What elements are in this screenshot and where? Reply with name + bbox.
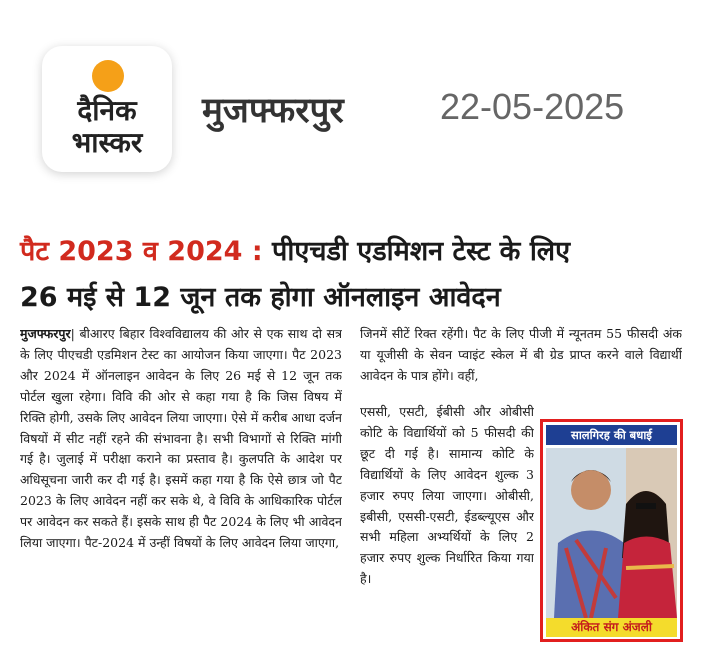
ad-names: अंकित संग अंजली: [546, 618, 677, 637]
logo-text-line1: दैनिक: [77, 94, 137, 127]
edition-date: 22-05-2025: [440, 86, 625, 127]
article-column-2-top: जिनमें सीटें रिक्त रहेंगी। पैट के लिए पीजी में न्यूनतम 55 फीसदी अंक या यूजीसी के सेवन प्वाइंट स्केल में बी ग्रेड प्राप्त करने वाले विद्यार्थी आवेदन के पात्र होंगे। वहीं,: [360, 326, 682, 383]
headline-line2: 26 मई से 12 जून तक होगा ऑनलाइन आवेदन: [20, 282, 501, 313]
anniversary-ad-box: [540, 419, 683, 642]
logo-text-line2: भास्कर: [71, 126, 143, 159]
ad-title: सालगिरह की बधाई: [546, 425, 677, 445]
headline-highlight: पैट 2023 व 2024 :: [20, 236, 263, 267]
edition-city: मुजफ्फरपुर: [202, 91, 344, 131]
headline-rest: पीएचडी एडमिशन टेस्ट के लिए: [262, 236, 571, 267]
article-column-1: मुजफ्फरपुर| बीआरए बिहार विश्वविद्यालय की ओर से एक साथ दो सत्र के लिए पीएचडी एडमिशन टेस्ट का आयोजन किया जाएगा। पैट 2023 और 2024 में ऑनलाइन आवेदन के लिए 26 मई से 12 जून तक पोर्टल खुला रहेगा। विवि की ओर से कहा गया है कि जिस विषय में रिक्ति होगी, उसके लिए आवेदन लिया जाएगा। ऐसे में करीब आधा दर्जन विषयों में सीट नहीं रहने की संभावना है। सभी विभागों से रिक्ति मांगी गई है। जुलाई में परीक्षा कराने का प्रस्ताव है। कुलपति के आदेश पर अधिसूचना जारी कर दी गई है। इसमें कहा गया है कि ऐसे छात्र जो पैट 2023 के लिए आवेदन नहीं कर सके थे, वे विवि के आधिकारिक पोर्टल पर आवेदन कर सकते हैं। इसके साथ ही पैट 2024 के लिए भी आवेदन लिया जाएगा। पैट-2024 में उन्हीं विषयों के लिए आवेदन लिया जाएगा,: [20, 326, 342, 551]
dateline: मुजफ्फरपुर: [20, 326, 71, 341]
couple-photo: [546, 448, 677, 618]
headline-line1: [20, 232, 682, 272]
article-text-col1: बीआरए बिहार विश्वविद्यालय की ओर से एक साथ दो सत्र के लिए पीएचडी एडमिशन टेस्ट का आयोजन किया जाएगा। पैट 2023 और 2024 में ऑनलाइन आवेदन के लिए 26 मई से 12 जून तक पोर्टल खुला रहेगा। विवि की ओर से कहा गया है कि जिस विषय में रिक्ति होगी, उसके लिए आवेदन लिया जाएगा। ऐसे में करीब आधा दर्जन विषयों में सीट नहीं रहने की संभावना है। सभी विभागों से रिक्ति मांगी गई है। जुलाई में परीक्षा कराने का प्रस्ताव है। कुलपति के आदेश पर अधिसूचना जारी कर दी गई है। इसमें कहा गया है कि ऐसे छात्र जो पैट 2023 के लिए आवेदन नहीं कर सके थे, वे विवि के आधिकारिक पोर्टल पर आवेदन कर सकते हैं। इसके साथ ही पैट 2024 के लिए भी आवेदन लिया जाएगा। पैट-2024 में उन्हीं विषयों के लिए आवेदन लिया जाएगा,: [20, 326, 342, 551]
couple-photo-illustration: [546, 448, 677, 618]
article-column-2-bottom: एससी, एसटी, ईबीसी और ओबीसी कोटि के विद्यार्थियों को 5 फीसदी की छूट दी गई है। सामान्य कोटि के विद्यार्थियों के लिए आवेदन शुल्क 3 हजार रुपए लिया जाएगा। ओबीसी, इबीसी, एससी-एसटी, ईडब्ल्यूएस और सभी महिला अभ्यर्थियों के लिए 2 हजार रुपए शुल्क निर्धारित किया गया है।: [360, 404, 534, 587]
sun-icon: [92, 60, 124, 92]
dainik-bhaskar-logo: [42, 46, 172, 172]
